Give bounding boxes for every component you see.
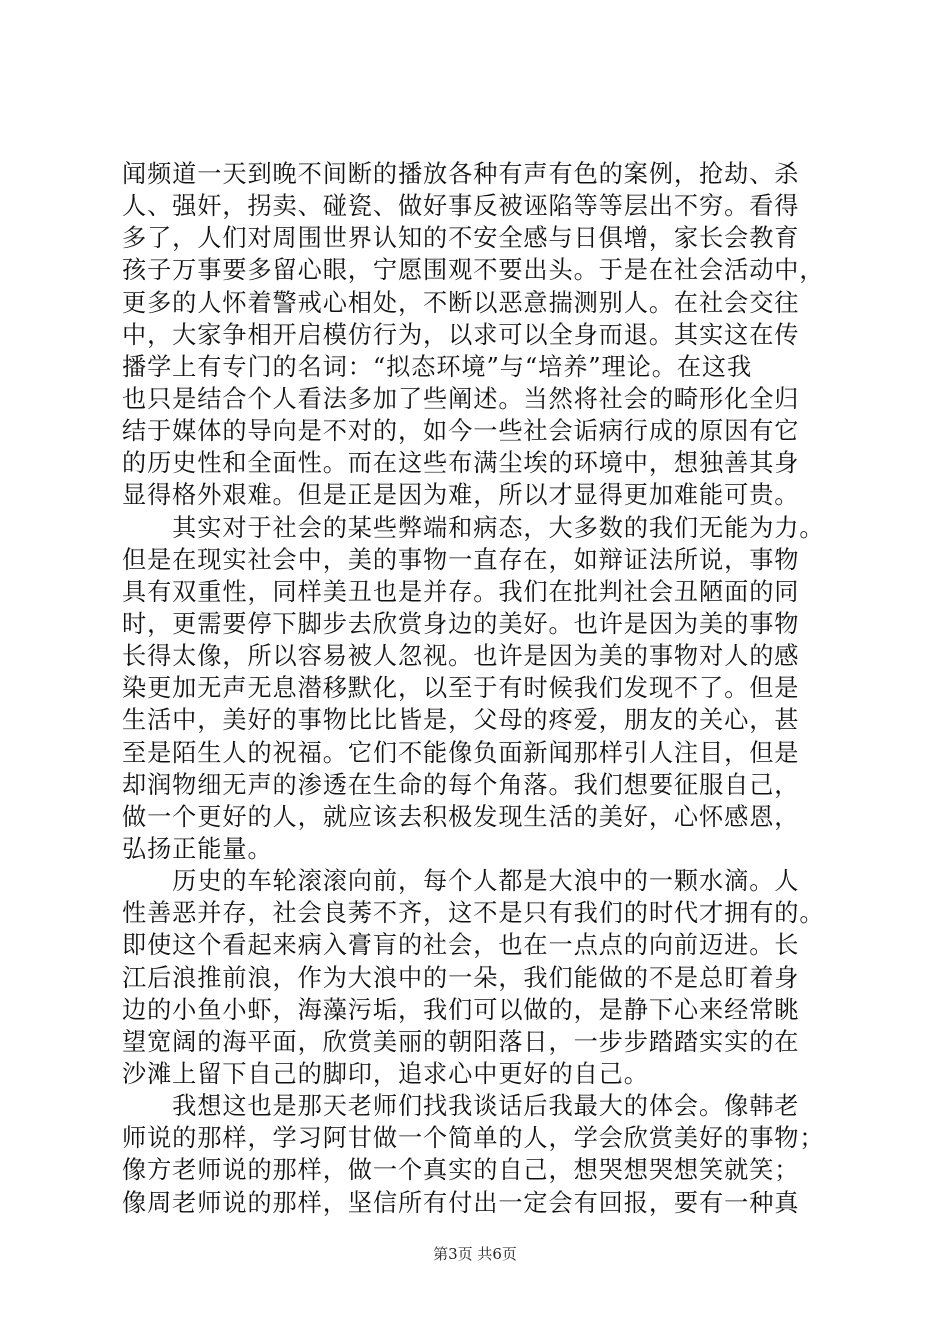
document-body bbox=[122, 158, 834, 1219]
text-line: 做一个更好的人，就应该去积极发现生活的美好，心怀感恩， bbox=[122, 802, 800, 831]
text-line: 人、强奸，拐卖、碰瓷、做好事反被诬陷等等层出不穷。看得 bbox=[122, 192, 800, 221]
text-line: 沙滩上留下自己的脚印，追求心中更好的自己。 bbox=[122, 1059, 649, 1088]
text-line: 但是在现实社会中，美的事物一直存在，如辩证法所说，事物 bbox=[122, 545, 800, 574]
text-line: 性善恶并存，社会良莠不齐，这不是只有我们的时代才拥有的。 bbox=[122, 899, 825, 928]
text-line: 孩子万事要多留心眼，宁愿围观不要出头。于是在社会活动中， bbox=[122, 256, 825, 285]
text-line: 更多的人怀着警戒心相处，不断以恶意揣测别人。在社会交往 bbox=[122, 288, 800, 317]
text-line: 也只是结合个人看法多加了些阐述。当然将社会的畸形化全归 bbox=[122, 384, 800, 413]
text-line: 结于媒体的导向是不对的，如今一些社会诟病行成的原因有它 bbox=[122, 417, 800, 446]
text-line: 多了，人们对周围世界认知的不安全感与日俱增，家长会教育 bbox=[122, 224, 800, 253]
text-line: 染更加无声无息潜移默化，以至于有时候我们发现不了。但是 bbox=[122, 674, 800, 703]
text-line: 的历史性和全面性。而在这些布满尘埃的环境中，想独善其身 bbox=[122, 449, 800, 478]
text-line: 播学上有专门的名词：“拟态环境”与“培养”理论。在这我 bbox=[122, 352, 753, 381]
text-line: 历史的车轮滚滚向前，每个人都是大浪中的一颗水滴。人 bbox=[122, 867, 800, 896]
text-line: 中，大家争相开启模仿行为，以求可以全身而退。其实这在传 bbox=[122, 320, 800, 349]
text-line: 生活中，美好的事物比比皆是，父母的疼爱，朋友的关心，甚 bbox=[122, 706, 800, 735]
text-line: 像周老师说的那样，坚信所有付出一定会有回报，要有一种真 bbox=[122, 1188, 800, 1217]
text-line: 边的小鱼小虾，海藻污垢，我们可以做的，是静下心来经常眺 bbox=[122, 995, 800, 1024]
text-line: 我想这也是那天老师们找我谈话后我最大的体会。像韩老 bbox=[122, 1092, 800, 1121]
text-line: 闻频道一天到晚不间断的播放各种有声有色的案例，抢劫、杀 bbox=[122, 160, 800, 188]
text-line: 即使这个看起来病入膏肓的社会，也在一点点的向前迈进。长 bbox=[122, 931, 800, 960]
text-line: 师说的那样，学习阿甘做一个简单的人，学会欣赏美好的事物； bbox=[122, 1124, 825, 1153]
text-line: 其实对于社会的某些弊端和病态，大多数的我们无能为力。 bbox=[122, 513, 825, 542]
text-line: 江后浪推前浪，作为大浪中的一朵，我们能做的不是总盯着身 bbox=[122, 963, 800, 992]
text-line: 具有双重性，同样美丑也是并存。我们在批判社会丑陋面的同 bbox=[122, 577, 800, 606]
text-line: 望宽阔的海平面，欣赏美丽的朝阳落日，一步步踏踏实实的在 bbox=[122, 1027, 800, 1056]
page-number-footer: 第3页 共6页 bbox=[433, 1245, 517, 1263]
text-line: 显得格外艰难。但是正是因为难，所以才显得更加难能可贵。 bbox=[122, 481, 800, 510]
text-line: 长得太像，所以容易被人忽视。也许是因为美的事物对人的感 bbox=[122, 642, 800, 671]
text-line: 却润物细无声的渗透在生命的每个角落。我们想要征服自己， bbox=[122, 770, 800, 799]
text-line: 弘扬正能量。 bbox=[122, 834, 273, 863]
text-line: 时，更需要停下脚步去欣赏身边的美好。也许是因为美的事物 bbox=[122, 609, 800, 638]
text-line: 至是陌生人的祝福。它们不能像负面新闻那样引人注目，但是 bbox=[122, 738, 800, 767]
text-line: 像方老师说的那样，做一个真实的自己，想哭想哭想笑就笑； bbox=[122, 1156, 800, 1185]
